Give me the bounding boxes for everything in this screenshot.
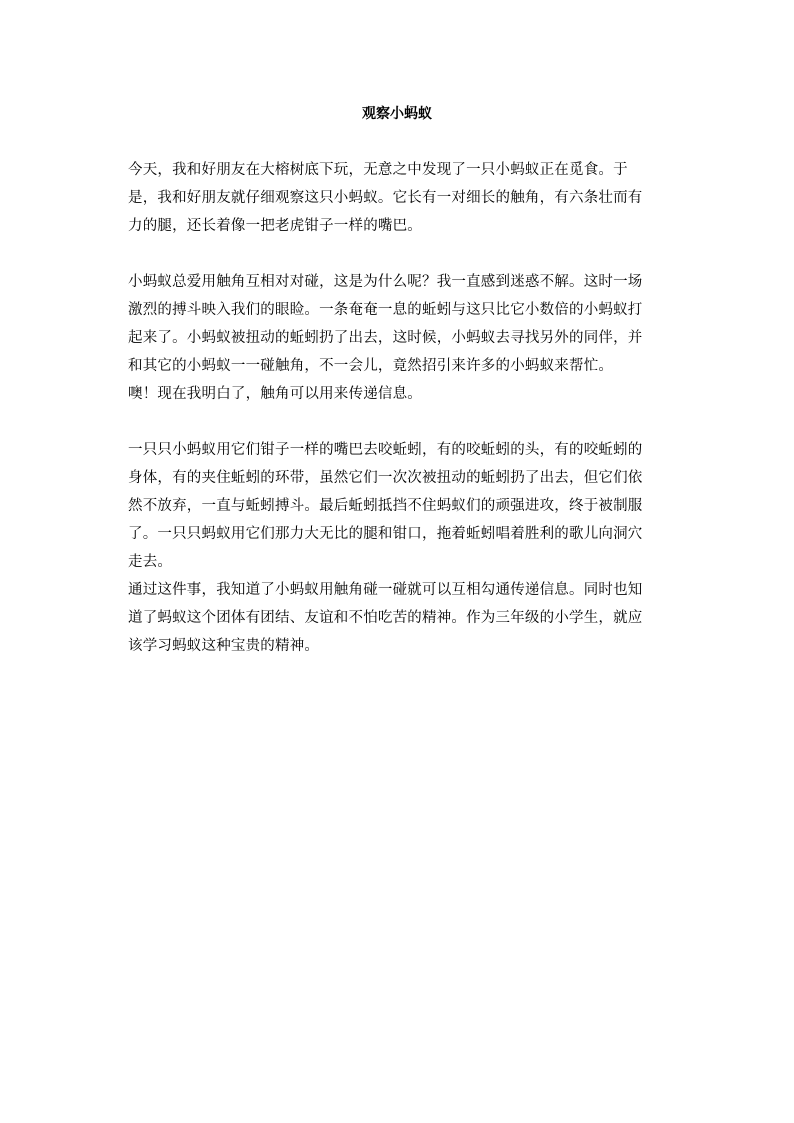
text-line: 通过这件事，我知道了小蚂蚁用触角碰一碰就可以互相勾通传递信息。同时也知 (128, 582, 643, 598)
text-line: 起来了。小蚂蚁被扭动的蚯蚓扔了出去，这时候，小蚂蚁去寻找另外的同伴，并 (128, 330, 643, 346)
text-line: 力的腿，还长着像一把老虎钳子一样的嘴巴。 (128, 218, 422, 234)
text-line: 噢！现在我明白了，触角可以用来传递信息。 (128, 386, 422, 402)
text-line: 小蚂蚁总爱用触角互相对对碰，这是为什么呢？我一直感到迷惑不解。这时一场 (128, 274, 643, 290)
text-line: 和其它的小蚂蚁一一碰触角，不一会儿，竟然招引来许多的小蚂蚁来帮忙。 (128, 358, 614, 374)
text-line: 是，我和好朋友就仔细观察这只小蚂蚁。它长有一对细长的触角，有六条壮而有 (128, 190, 643, 206)
text-line: 走去。 (128, 554, 173, 570)
text-line: 一只只小蚂蚁用它们钳子一样的嘴巴去咬蚯蚓，有的咬蚯蚓的头，有的咬蚯蚓的 (128, 442, 643, 458)
text-line: 然不放弃，一直与蚯蚓搏斗。最后蚯蚓抵挡不住蚂蚁们的顽强进攻，终于被制服 (128, 498, 643, 514)
text-line: 了。一只只蚂蚁用它们那力大无比的腿和钳口，拖着蚯蚓唱着胜利的歌儿向洞穴 (128, 526, 643, 542)
paragraph-1 (128, 156, 668, 240)
text-line: 激烈的搏斗映入我们的眼睑。一条奄奄一息的蚯蚓与这只比它小数倍的小蚂蚁打 (128, 302, 643, 318)
text-line: 该学习蚂蚁这种宝贵的精神。 (128, 638, 320, 654)
text-line: 道了蚂蚁这个团体有团结、友谊和不怕吃苦的精神。作为三年级的小学生，就应 (128, 610, 643, 626)
paragraph-3 (128, 436, 668, 660)
document-title: 观察小蚂蚁 (362, 106, 432, 122)
text-line: 身体，有的夹住蚯蚓的环带，虽然它们一次次被扭动的蚯蚓扔了出去，但它们依 (128, 470, 643, 486)
text-line: 今天，我和好朋友在大榕树底下玩，无意之中发现了一只小蚂蚁正在觅食。于 (128, 162, 628, 178)
paragraph-2 (128, 268, 668, 408)
